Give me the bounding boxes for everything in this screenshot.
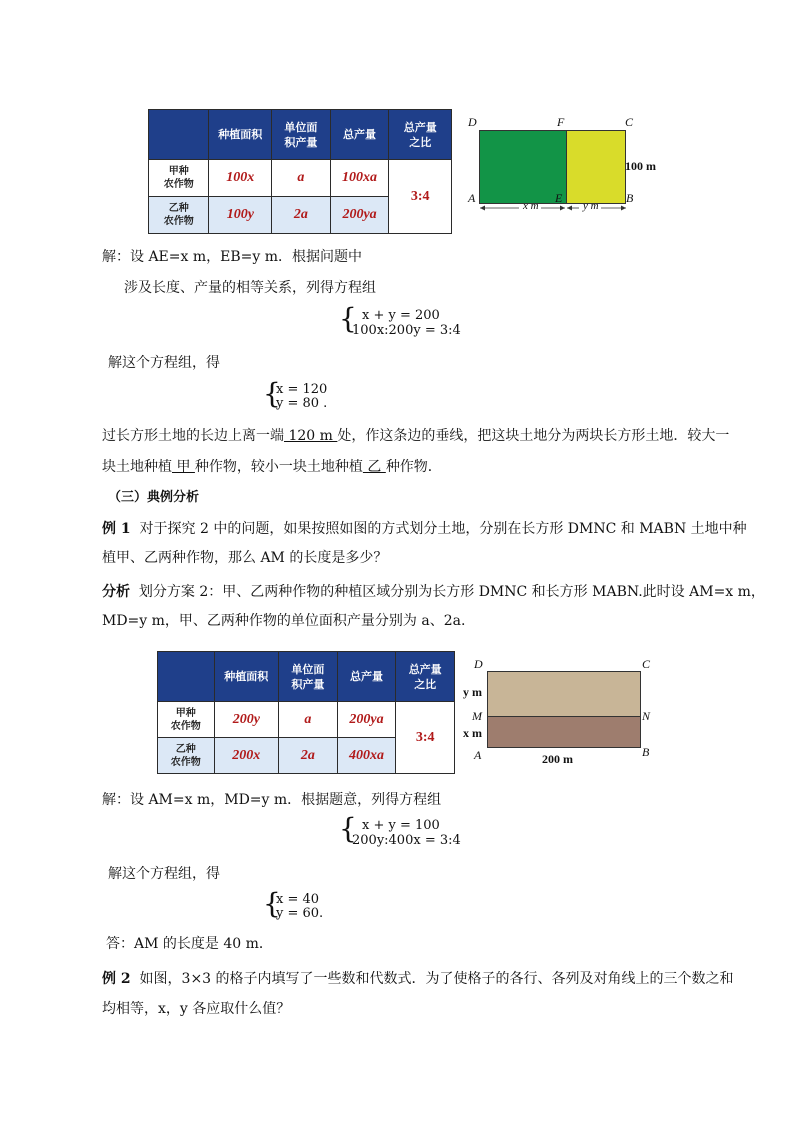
table-cell: a: [272, 160, 331, 197]
point-c: C: [642, 657, 651, 671]
result-1b: y = 80 .: [276, 396, 328, 411]
result-2a: x = 40: [276, 892, 320, 907]
analysis-line-2: MD=y m，甲、乙两种作物的单位面积产量分别为 a、2a.: [102, 613, 466, 629]
equation-1b: 100x:200y = 3:4: [352, 323, 461, 338]
row-label-crop-b: 乙种 农作物: [158, 738, 215, 774]
solution-1-line-1: 解：设 AE=x m，EB=y m．根据问题中: [102, 249, 363, 265]
point-d: D: [468, 115, 477, 129]
region-yellow: [566, 130, 626, 204]
point-m: M: [472, 709, 482, 723]
crop-table-1: [148, 109, 452, 234]
table-cell: 400xa: [337, 738, 396, 774]
table-header-blank: [149, 110, 209, 160]
example-1-line-2: 植甲、乙两种作物，那么 AM 的长度是多少？: [102, 550, 388, 566]
brace-3: {: [339, 812, 357, 845]
conclusion-line-2: 块土地种植 甲 种作物，较小一块土地种植 乙 种作物．: [102, 459, 442, 475]
equation-2b: 200y:400x = 3:4: [352, 833, 461, 848]
result-2b: y = 60.: [276, 906, 324, 921]
region-top: [487, 671, 641, 717]
table-cell: 100y: [209, 197, 272, 234]
solve-text-1: 解这个方程组，得: [108, 355, 220, 371]
solution-1-line-2: 涉及长度、产量的相等关系，列得方程组: [124, 280, 376, 296]
table-cell: 2a: [272, 197, 331, 234]
table-cell: 100xa: [330, 160, 389, 197]
solve-text-2: 解这个方程组，得: [108, 866, 220, 882]
table-header-total: 总产量: [330, 110, 389, 160]
table-header-area: 种植面积: [209, 110, 272, 160]
field-diagram-2: [460, 656, 660, 768]
example-2-line-2: 均相等，x，y 各应取什么值？: [102, 1001, 291, 1017]
row-label-crop-a: 甲种 农作物: [158, 702, 215, 738]
y-length-label: y m: [583, 200, 599, 212]
brace-2: {: [263, 377, 281, 410]
table-cell: 200x: [214, 738, 279, 774]
point-n: N: [642, 709, 651, 723]
row-label-crop-a: 甲种 农作物: [149, 160, 209, 197]
crop-table-2: [157, 651, 455, 774]
conclusion-line-1: 过长方形土地的长边上离一端 120 m 处，作这条边的垂线，把这块土地分为两块长方形土地．较大一: [102, 428, 730, 444]
example-1-line-1: 例 1 对于探究 2 中的问题，如果按照如图的方式划分土地，分别在长方形 DMNC 和 MABN 土地中种: [102, 521, 747, 537]
table-cell: 200ya: [337, 702, 396, 738]
table-header-blank: [158, 652, 215, 702]
point-b: B: [642, 745, 650, 759]
table-header-total: 总产量: [337, 652, 396, 702]
section-heading: （三）典例分析: [108, 490, 200, 505]
brace-4: {: [263, 887, 281, 920]
table-header-ratio: 总产量 之比: [389, 110, 452, 160]
table-header-unit-yield: 单位面 积产量: [272, 110, 331, 160]
dimension-arrows: [479, 202, 627, 216]
point-a: A: [474, 748, 482, 762]
x-length-label: x m: [523, 200, 539, 212]
table-cell: 2a: [279, 738, 338, 774]
table-header-ratio: 总产量 之比: [396, 652, 455, 702]
table-cell-ratio: 3:4: [396, 702, 455, 774]
table-header-unit-yield: 单位面 积产量: [279, 652, 338, 702]
table-cell: 200ya: [330, 197, 389, 234]
equation-1a: x + y = 200: [362, 308, 440, 323]
equation-2a: x + y = 100: [362, 818, 440, 833]
point-b: B: [626, 191, 634, 205]
height-label: 100 m: [625, 159, 656, 173]
table-cell: 200y: [214, 702, 279, 738]
table-cell: a: [279, 702, 338, 738]
row-label-crop-b: 乙种 农作物: [149, 197, 209, 234]
result-1a: x = 120: [276, 382, 328, 397]
x-length-label: x m: [463, 726, 482, 740]
point-d: D: [474, 657, 483, 671]
point-c: C: [625, 115, 634, 129]
solution-2-line-1: 解：设 AM=x m，MD=y m．根据题意，列得方程组: [102, 792, 442, 808]
region-green: [479, 130, 567, 204]
table-header-area: 种植面积: [214, 652, 279, 702]
width-label: 200 m: [542, 752, 573, 766]
y-length-label: y m: [463, 685, 482, 699]
example-2-line-1: 例 2 如图，3×3 的格子内填写了一些数和代数式．为了使格子的各行、各列及对角线上的三个数之和: [102, 971, 734, 987]
brace-1: {: [339, 302, 357, 335]
point-f: F: [557, 115, 565, 129]
field-diagram-1: [465, 114, 675, 218]
point-e: E: [555, 191, 563, 205]
analysis-line-1: 分析 划分方案 2：甲、乙两种作物的种植区域分别为长方形 DMNC 和长方形 MABN.此时设 AM=x m，: [102, 584, 765, 600]
table-cell-ratio: 3:4: [389, 160, 452, 234]
region-bottom: [487, 717, 641, 748]
table-cell: 100x: [209, 160, 272, 197]
answer-line: 答：AM 的长度是 40 m．: [106, 936, 273, 952]
point-a: A: [468, 191, 476, 205]
